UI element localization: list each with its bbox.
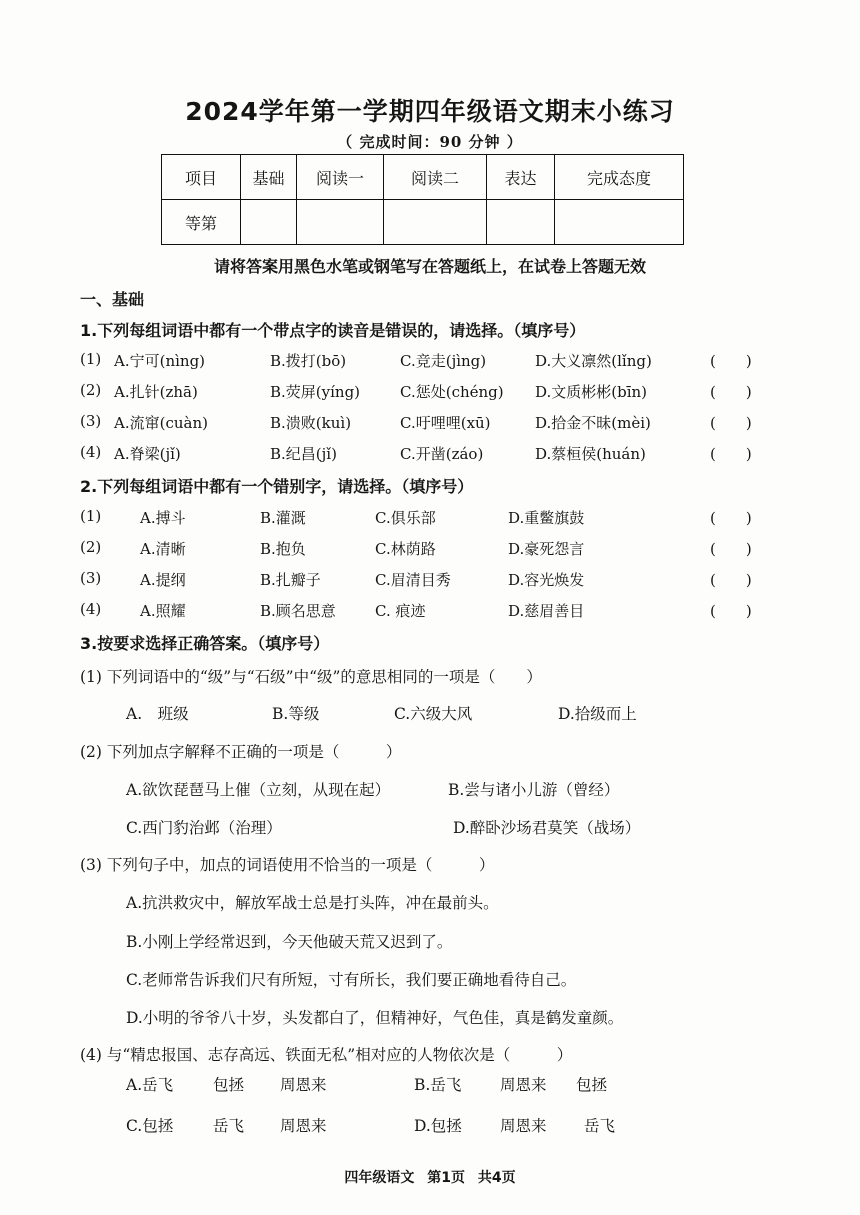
grade-header-cell: 项目: [162, 155, 241, 200]
q3-sub3-option-b: B.小刚上学经常迟到，今天他破天荒又迟到了。: [126, 933, 453, 951]
q2-row: [80, 569, 780, 595]
grade-table: [161, 154, 684, 245]
q2-option-a: A.搏斗: [140, 509, 186, 527]
question-2-title: 2.下列每组词语中都有一个错别字，请选择。（填序号）: [80, 477, 474, 496]
q2-option-d: D.慈眉善目: [508, 602, 585, 620]
q3-sub2-option-c: C.西门豹治邺（治理）: [126, 819, 282, 837]
q1-option-a: A.宁可(nìng): [114, 352, 206, 370]
answer-paren[interactable]: ( ): [710, 383, 752, 401]
q2-option-d: D.豪死怨言: [508, 540, 585, 558]
q1-option-a: A.流窜(cuàn): [114, 414, 208, 432]
q1-option-b: B.溃败(kuì): [270, 414, 352, 432]
grade-header-cell: 阅读二: [384, 155, 487, 200]
q1-row: [80, 350, 780, 376]
q3-sub4-option-a-2: 包拯: [213, 1076, 245, 1094]
q3-sub4-option-c-2: 岳飞: [213, 1117, 245, 1135]
q3-sub1-option-b: B.等级: [272, 705, 320, 723]
q1-row: [80, 412, 780, 438]
page-footer: [0, 1167, 860, 1187]
grade-cell-blank[interactable]: [555, 200, 684, 245]
q3-sub4-option-d-3: 岳飞: [584, 1117, 616, 1135]
q1-option-c: C.惩处(chéng): [400, 383, 504, 401]
q1-option-a: A.脊梁(jǐ): [114, 445, 181, 463]
q3-sub4-option-a-1: A.岳飞: [126, 1076, 174, 1094]
q2-option-b: B.顾名思意: [260, 602, 336, 620]
q1-option-a: A.扎针(zhā): [114, 383, 198, 401]
grade-cell-blank[interactable]: [384, 200, 487, 245]
q3-sub3-stem: (3) 下列句子中，加点的词语使用不恰当的一项是（ ）: [80, 856, 495, 874]
q1-row-number: (2): [80, 381, 102, 399]
answer-paren[interactable]: ( ): [710, 414, 752, 432]
q2-option-c: C.眉清目秀: [375, 571, 451, 589]
q3-sub3-option-d: D.小明的爷爷八十岁，头发都白了，但精神好，气色佳，真是鹤发童颜。: [126, 1009, 624, 1027]
q3-sub1-option-a: A. 班级: [126, 705, 189, 723]
q1-option-d: D.蔡桓侯(huán): [535, 445, 646, 463]
grade-header-cell: 完成态度: [555, 155, 684, 200]
time-limit: （ 完成时间：90 分钟 ）: [337, 133, 523, 151]
q2-row-number: (3): [80, 569, 102, 587]
q2-option-d: D.重鳖旗鼓: [508, 509, 585, 527]
q2-row: [80, 600, 780, 626]
q1-option-c: C.吁哩哩(xū): [400, 414, 491, 432]
q3-sub4-option-a-3: 周恩来: [280, 1076, 327, 1094]
q2-option-d: D.容光焕发: [508, 571, 585, 589]
answer-paren[interactable]: ( ): [710, 445, 752, 463]
q2-row: [80, 538, 780, 564]
q1-row: [80, 381, 780, 407]
footer-page-number: 第1页: [427, 1170, 465, 1186]
answer-paren[interactable]: ( ): [710, 540, 752, 558]
grade-row-label: 等第: [162, 200, 241, 245]
q1-option-b: B.荧屏(yíng): [270, 383, 361, 401]
grade-header-cell: 基础: [241, 155, 297, 200]
footer-total-pages: 共4页: [477, 1170, 516, 1186]
q3-sub3-option-c: C.老师常告诉我们尺有所短，寸有所长，我们要正确地看待自己。: [126, 971, 577, 989]
q2-row-number: (1): [80, 507, 102, 525]
footer-subject: 四年级语文: [344, 1170, 415, 1186]
answer-paren[interactable]: ( ): [710, 571, 752, 589]
question-3-title: 3.按要求选择正确答案。（填序号）: [80, 634, 330, 653]
grade-header-cell: 表达: [487, 155, 555, 200]
q3-sub2-stem: (2) 下列加点字解释不正确的一项是（ ）: [80, 743, 402, 761]
q1-row-number: (1): [80, 350, 102, 368]
q2-option-c: C.俱乐部: [375, 509, 436, 527]
q1-option-c: C.竞走(jìng): [400, 352, 487, 370]
q1-row: [80, 443, 780, 469]
section-heading: 一、基础: [80, 290, 145, 309]
q3-sub4-option-d-1: D.包拯: [414, 1117, 462, 1135]
q1-row-number: (4): [80, 443, 102, 461]
q3-sub4-option-d-2: 周恩来: [500, 1117, 547, 1135]
q3-sub4-option-b-2: 周恩来: [500, 1076, 547, 1094]
grade-table-header-row: [162, 155, 684, 200]
q3-sub1-stem: (1) 下列词语中的“级”与“石级”中“级”的意思相同的一项是（ ）: [80, 668, 542, 686]
q1-row-number: (3): [80, 412, 102, 430]
q3-sub2-option-b: B.尝与诸小儿游（曾经）: [448, 781, 620, 799]
q2-option-b: B.抱负: [260, 540, 306, 558]
q3-sub4-option-b-1: B.岳飞: [414, 1076, 462, 1094]
q2-option-c: C. 痕迹: [375, 602, 426, 620]
q1-option-b: B.拨打(bō): [270, 352, 347, 370]
q3-sub1-option-d: D.拾级而上: [558, 705, 637, 723]
answer-notice: 请将答案用黑色水笔或钢笔写在答题纸上，在试卷上答题无效: [213, 257, 646, 276]
q3-sub4-option-b-3: 包拯: [576, 1076, 608, 1094]
q3-sub4-stem: (4) 与“精忠报国、志存高远、铁面无私”相对应的人物依次是（ ）: [80, 1046, 573, 1064]
q2-row-number: (4): [80, 600, 102, 618]
q2-row: [80, 507, 780, 533]
q3-sub4-option-c-1: C.包拯: [126, 1117, 174, 1135]
question-1-title: 1.下列每组词语中都有一个带点字的读音是错误的，请选择。（填序号）: [80, 321, 586, 340]
q1-option-d: D.大义凛然(lǐng): [535, 352, 652, 370]
answer-paren[interactable]: ( ): [710, 352, 752, 370]
q2-option-a: A.照耀: [140, 602, 186, 620]
q3-sub4-option-c-3: 周恩来: [280, 1117, 327, 1135]
q3-sub2-option-d: D.醉卧沙场君莫笑（战场）: [453, 819, 641, 837]
q2-option-b: B.扎瓣子: [260, 571, 321, 589]
grade-table-value-row: [162, 200, 684, 245]
answer-paren[interactable]: ( ): [710, 602, 752, 620]
grade-cell-blank[interactable]: [487, 200, 555, 245]
q3-sub1-option-c: C.六级大风: [394, 705, 473, 723]
q2-row-number: (2): [80, 538, 102, 556]
answer-paren[interactable]: ( ): [710, 509, 752, 527]
q1-option-d: D.拾金不昧(mèi): [535, 414, 651, 432]
grade-header-cell: 阅读一: [297, 155, 384, 200]
q1-option-b: B.纪昌(jǐ): [270, 445, 337, 463]
q2-option-a: A.清晰: [140, 540, 186, 558]
q2-option-b: B.灌溉: [260, 509, 306, 527]
q2-option-a: A.提纲: [140, 571, 186, 589]
q1-option-c: C.开凿(záo): [400, 445, 484, 463]
grade-cell-blank[interactable]: [297, 200, 384, 245]
exam-title: 2024学年第一学期四年级语文期末小练习: [185, 97, 675, 126]
q3-sub3-option-a: A.抗洪救灾中，解放军战士总是打头阵，冲在最前头。: [126, 894, 499, 912]
grade-cell-blank[interactable]: [241, 200, 297, 245]
q1-option-d: D.文质彬彬(bīn): [535, 383, 648, 401]
q3-sub2-option-a: A.欲饮琵琶马上催（立刻，从现在起）: [126, 781, 391, 799]
q2-option-c: C.林荫路: [375, 540, 436, 558]
